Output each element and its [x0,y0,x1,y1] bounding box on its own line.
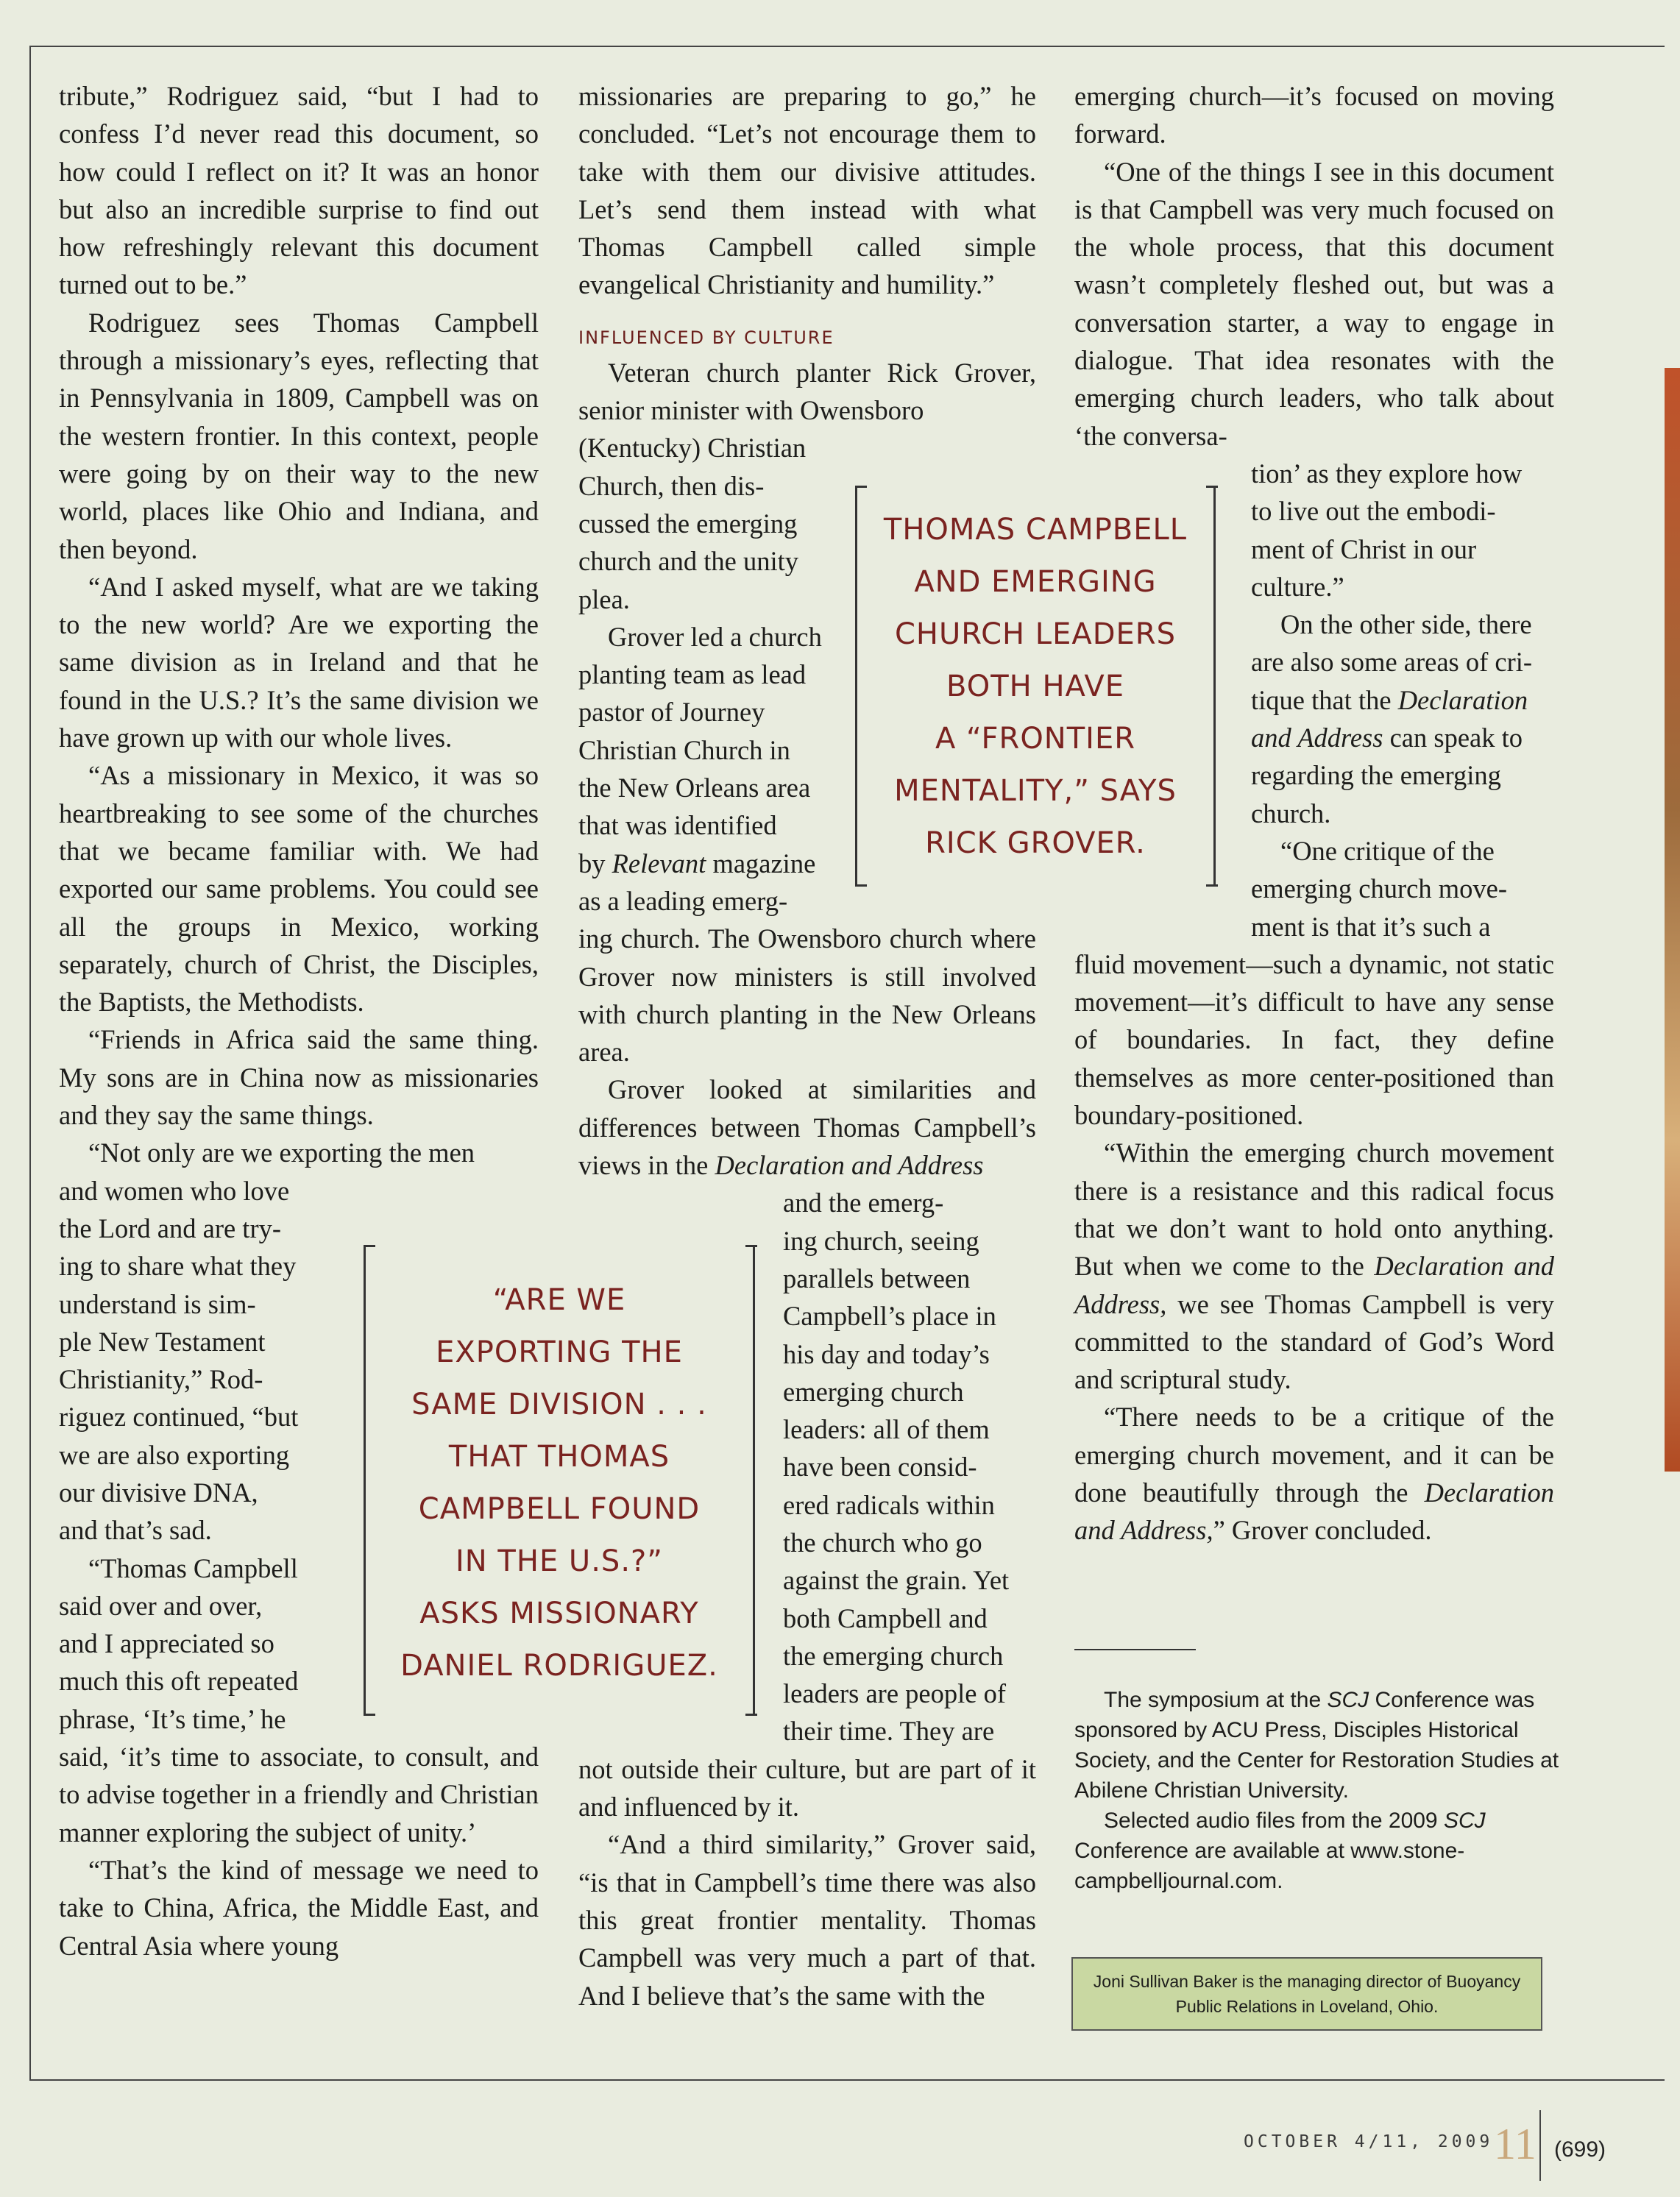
bracket-tick [855,486,867,488]
author-bio-text: Joni Sullivan Baker is the managing director of Buoyancy Public Relations in Loveland, Ohio. [1093,1972,1521,2016]
text-line: have been consid- [783,1452,977,1483]
column-2 [578,77,1036,2015]
pull-quote-line: THAT THOMAS [448,1440,670,1474]
paragraph: “There needs to be a critique of the emerging church movement, and it can be done beautifully through the Declaration and Address,” Grover concluded. [1074,1402,1554,1546]
text-line: their time. They are [783,1716,995,1747]
issue-date: OCTOBER 4/11, 2009 [1244,2132,1494,2151]
pull-quote-line: CAMPBELL FOUND [418,1492,701,1526]
text-line: planting team as lead [578,659,807,690]
text-line: we are also exporting [59,1439,290,1470]
text-line: the church who go [783,1527,982,1558]
text-line: understand is sim- [59,1288,256,1319]
paragraph: tribute,” Rodriguez said, “but I had to confess I’d never read this document, so how could I reflect on it? It was an honor but also an incredible surprise to find out how refreshingly relevant this document turned out to be.” [59,81,539,300]
text-line: On the other side, there [1280,609,1532,640]
author-bio-box [1071,1957,1542,2031]
bracket-tick [1206,486,1218,488]
text-line: the New Orleans area [578,773,811,803]
paragraph: “And a third similarity,” Grover said, “is that in Campbell’s time there was also this great frontier mentality. Thomas Campbell was very much a part of that. And I believe that’s the same with the [578,1829,1036,2011]
text-line: are also some areas of cri- [1251,647,1533,678]
text-line: regarding the emerging [1251,760,1501,791]
text-line: both Campbell and [783,1603,988,1633]
pull-quote-line: “ARE WE [492,1283,626,1317]
adjacent-page-edge [1665,368,1680,1472]
text-line: ple New Testament [59,1326,266,1357]
text-line: the emerging church [783,1640,1004,1671]
text-line: (Kentucky) Christian [578,433,807,464]
footnote-rule [1074,1649,1196,1650]
text-line: his day and today’s [783,1338,990,1369]
text-line: ment of Christ in our [1251,533,1477,564]
text-line: and I appreciated so [59,1628,274,1659]
text-line: Christianity,” Rod- [59,1364,263,1395]
volume-page-number: (699) [1554,2137,1606,2162]
text-line: leaders are people of [783,1678,1006,1709]
bracket-tick [364,1714,375,1716]
text-line: against the grain. Yet [783,1565,1010,1596]
pull-quote-line: EXPORTING THE [436,1335,683,1369]
text-line: culture.” [1251,571,1344,602]
text-line: “One critique of the [1280,835,1495,866]
paragraph: “One of the things I see in this document is that Campbell was very much focused on the whole process, that this document wasn’t completely fleshed out, but was a conversation starter, a way to engage in dialogue. That idea resonates with the emerging church leaders, who talk about ‘the conversa- [1074,156,1554,451]
text-line: that was identified [578,810,777,841]
paragraph: “And I asked myself, what are we taking to the new world? Are we exporting the same division as in Ireland and that he found in the U.S.? It’s the same division we have grown up with our whole lives. [59,571,539,753]
text-line: Grover led a church [608,621,822,652]
wrapped-lines [783,1184,1036,1750]
wrapped-lines [578,429,829,920]
pull-quote-line: BOTH HAVE [946,670,1124,703]
pull-quote-line: RICK GROVER. [925,826,1146,860]
section-subhead: INFLUENCED BY CULTURE [578,327,834,348]
pull-quote-line: CHURCH LEADERS [895,617,1176,651]
text-line: our divisive DNA, [59,1477,258,1508]
text-line: and women who love [59,1175,290,1206]
pull-quote-line: IN THE U.S.?” [456,1544,663,1578]
text-line: phrase, ‘It’s time,’ he [59,1703,286,1734]
bracket-tick [364,1245,375,1247]
pull-quote-line: THOMAS CAMPBELL [883,513,1188,547]
text-line: the Lord and are try- [59,1213,281,1243]
bracket-tick [1206,884,1218,887]
text-line: riguez continued, “but [59,1402,299,1433]
text-line: plea. [578,583,630,614]
text-line: said over and over, [59,1590,263,1621]
text-line: emerging church move- [1251,873,1507,904]
paragraph: Rodriguez sees Thomas Campbell through a missionary’s eyes, reflecting that in Pennsylvania in 1809, Campbell was on the western frontier. In this context, people were going by on their way to the new world, places like Ohio and Indiana, and then beyond. [59,307,539,564]
text-line: pastor of Journey [578,697,765,728]
text-line: ment is that it’s such a [1251,911,1491,942]
text-line: leaders: all of them [783,1414,990,1445]
paragraph: ing church. The Owensboro church where Grover now ministers is still involved with church planting in the New Orleans area. [578,923,1036,1068]
text-line: Church, then dis- [578,470,765,501]
text-line: church. [1251,798,1331,828]
text-line: ered radicals within [783,1489,995,1520]
text-line: emerging church [783,1376,964,1407]
text-line: ing to share what they [59,1251,297,1282]
text-line: parallels between [783,1263,971,1293]
pull-quote-line: A “FRONTIER [935,722,1136,756]
text-line: and the emerg- [783,1188,944,1218]
text-line: Campbell’s place in [783,1301,996,1332]
wrapped-lines [59,1172,324,1738]
wrapped-lines [1251,455,1554,945]
paragraph: emerging church—it’s focused on moving forward. [1074,81,1554,149]
text-line: Christian Church in [578,734,790,765]
folio-divider [1539,2110,1541,2181]
text-line: much this oft repeated [59,1666,299,1697]
paragraph: Veteran church planter Rick Grover, senior minister with Owensboro [578,357,1036,426]
text-line: cussed the emerging [578,508,798,539]
paragraph: “As a missionary in Mexico, it was so heartbreaking to see some of the churches that we became familiar with. We had exported our same problems. You could see all the groups in Mexico, working separately, church of Christ, the Disciples, the Baptists, the Methodists. [59,760,539,1018]
text-line: and Address can speak to [1251,723,1523,753]
text-line: by Relevant magazine [578,848,816,879]
pull-quote-line: ASKS MISSIONARY [419,1597,699,1630]
pull-quote-line: SAME DIVISION . . . [411,1388,707,1422]
page-number: 11 [1494,2120,1537,2168]
paragraph: “Within the emerging church movement there is a resistance and this radical focus that we don’t want to hold onto anything. But when we come to the Declaration and Address, we see Thomas Campbell is very committed to the standard of God’s Word and scriptural study. [1074,1137,1554,1395]
pull-quote-division [364,1245,755,1716]
text-line: and that’s sad. [59,1515,212,1546]
paragraph: not outside their culture, but are part of it and influenced by it. [578,1753,1036,1822]
text-line: ing church, seeing [783,1225,979,1256]
text-line: as a leading emerg- [578,885,788,916]
footnote [1074,1685,1560,1896]
text-line: tion’ as they explore how [1251,458,1523,489]
paragraph: said, ‘it’s time to associate, to consult, and to advise together in a friendly and Christian manner exploring the subject of unity.’ [59,1742,539,1848]
bracket-tick [745,1245,757,1247]
text-line: tique that the Declaration [1251,684,1528,715]
paragraph: “That’s the kind of message we need to take to China, Africa, the Middle East, and Central Asia where young [59,1854,539,1961]
paragraph: “Friends in Africa said the same thing. My sons are in China now as missionaries and they say the same things. [59,1024,539,1131]
bracket-tick [855,884,867,887]
pull-quote-line: AND EMERGING [914,565,1157,599]
paragraph: missionaries are preparing to go,” he concluded. “Let’s not encourage them to take with them our divisive attitudes. Let’s send them instead with what Thomas Campbell called simple evangelical Christianity and humility.” [578,81,1036,300]
text-line: “Thomas Campbell [88,1552,298,1583]
text-line: church and the unity [578,546,799,577]
text-line: to live out the embodi- [1251,496,1496,527]
paragraph: fluid movement—such a dynamic, not static movement—it’s difficult to have any sense of boundaries. In fact, they define themselves as more center-positioned than boundary-positioned. [1074,948,1554,1131]
bracket-tick [745,1714,757,1716]
paragraph: “Not only are we exporting the men [88,1137,475,1168]
pull-quote-line: MENTALITY,” SAYS [894,774,1177,808]
footnote-paragraph: The symposium at the SCJ Conference was sponsored by ACU Press, Disciples Historical Society, and the Center for Restoration Studies at Abilene Christian University. [1074,1688,1559,1803]
footnote-paragraph: Selected audio files from the 2009 SCJ Conference are available at www.stone-campbelljournal.com. [1074,1809,1486,1893]
pull-quote-frontier [855,486,1216,887]
paragraph: Grover looked at similarities and differences between Thomas Campbell’s views in the Declaration and Address [578,1074,1036,1181]
pull-quote-line: DANIEL RODRIGUEZ. [400,1649,718,1683]
